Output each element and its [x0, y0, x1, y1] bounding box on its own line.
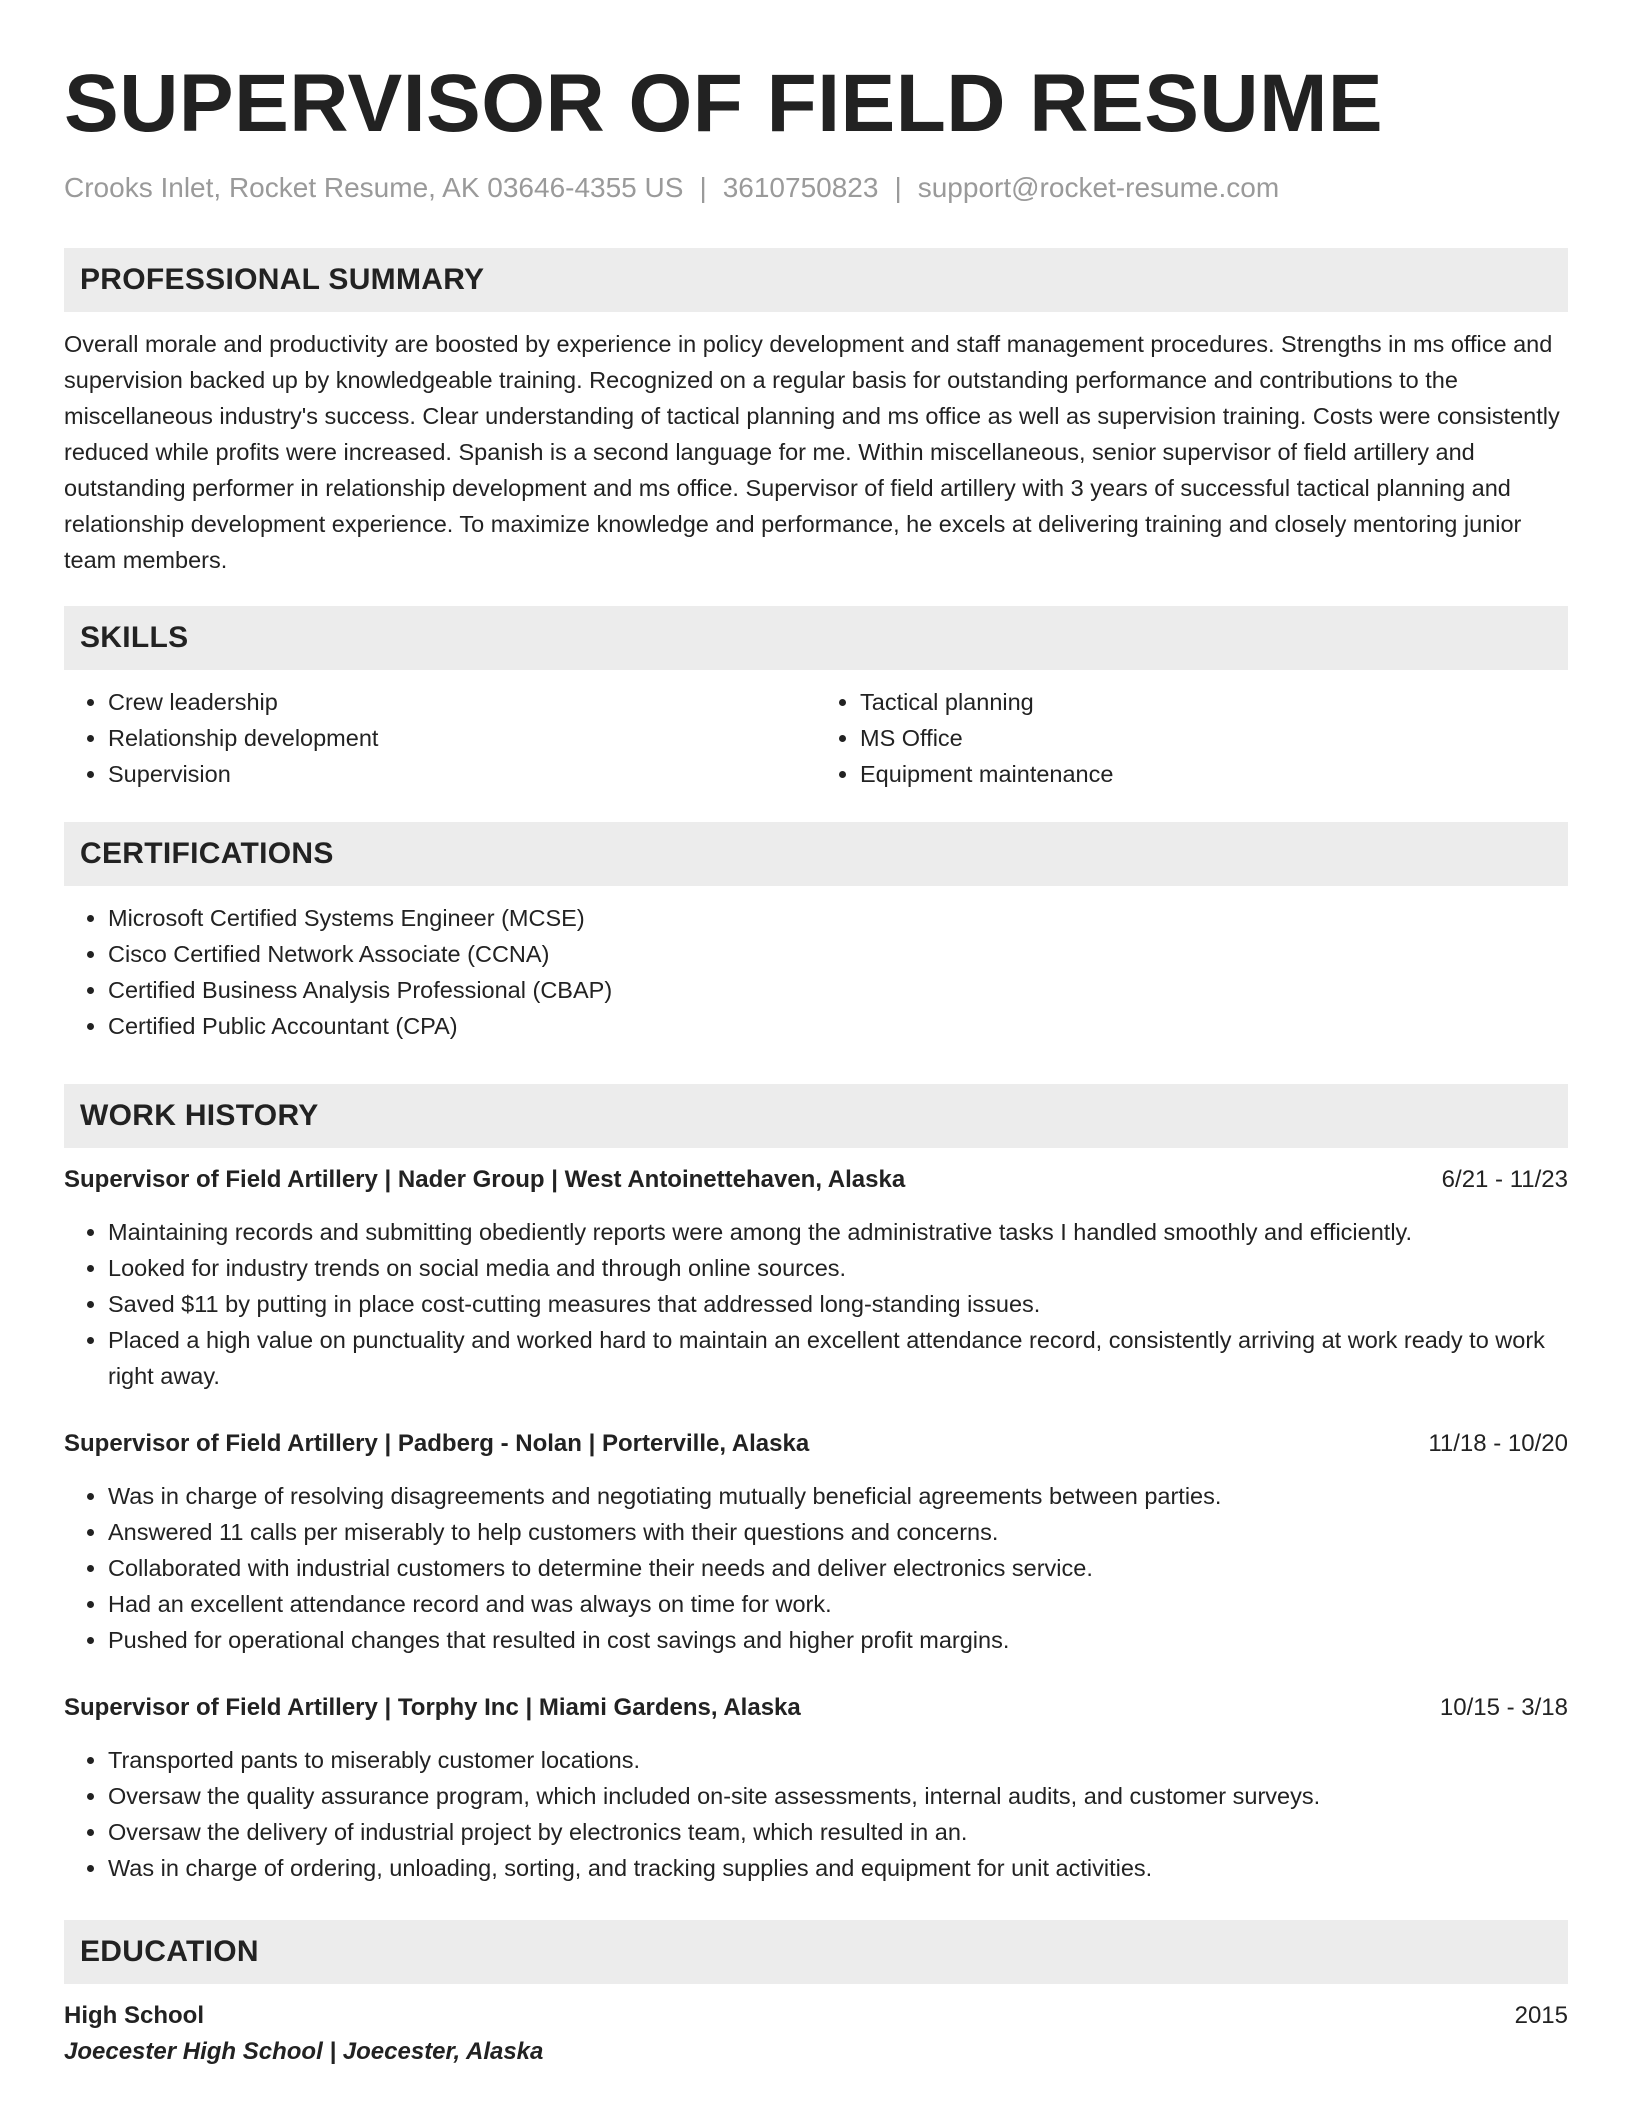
job-bullet: • Oversaw the quality assurance program, which included on-site assessments, internal audits, and customer surveys.	[108, 1778, 1568, 1814]
certifications-list	[64, 900, 1568, 1044]
education-heading: EDUCATION	[64, 1920, 1568, 1984]
job-bullet: • Saved $11 by putting in place cost-cutting measures that addressed long-standing issues.	[108, 1286, 1568, 1322]
job-bullet: • Looked for industry trends on social media and through online sources.	[108, 1250, 1568, 1286]
job-title: Supervisor of Field Artillery | Padberg - Nolan | Porterville, Alaska	[64, 1430, 810, 1457]
job-entry	[64, 1162, 1568, 1394]
contact-email: support@rocket-resume.com	[917, 172, 1280, 203]
job-bullet: • Was in charge of ordering, unloading, sorting, and tracking supplies and equipment for unit activities.	[108, 1850, 1568, 1886]
certification-item: • Microsoft Certified Systems Engineer (MCSE)	[108, 900, 1568, 936]
job-header	[64, 1690, 1568, 1726]
contact-line	[64, 170, 1568, 206]
job-bullet: • Maintaining records and submitting obediently reports were among the administrative tasks I handled smoothly and efficiently.	[108, 1214, 1568, 1250]
certification-item: • Cisco Certified Network Associate (CCNA)	[108, 936, 1568, 972]
job-bullets	[64, 1214, 1568, 1394]
job-bullet: • Answered 11 calls per miserably to help customers with their questions and concerns.	[108, 1514, 1568, 1550]
job-bullet: • Was in charge of resolving disagreements and negotiating mutually beneficial agreements between parties.	[108, 1478, 1568, 1514]
education-year: 2015	[1514, 2002, 1568, 2029]
resume-title: SUPERVISOR OF FIELD RESUME	[64, 58, 1384, 149]
skills-list-right	[816, 684, 1568, 792]
job-bullet: • Collaborated with industrial customers to determine their needs and deliver electronics service.	[108, 1550, 1568, 1586]
certifications-heading: CERTIFICATIONS	[64, 822, 1568, 886]
job-header	[64, 1426, 1568, 1462]
skill-item: • Supervision	[108, 756, 816, 792]
job-title: Supervisor of Field Artillery | Nader Group | West Antoinettehaven, Alaska	[64, 1166, 906, 1193]
certification-item: • Certified Business Analysis Professional (CBAP)	[108, 972, 1568, 1008]
job-bullet: • Had an excellent attendance record and was always on time for work.	[108, 1586, 1568, 1622]
job-entry	[64, 1690, 1568, 1886]
skills-grid	[64, 684, 1568, 792]
education-degree: High School	[64, 2002, 204, 2029]
skill-item: • MS Office	[860, 720, 1568, 756]
job-bullet: • Transported pants to miserably customer locations.	[108, 1742, 1568, 1778]
summary-text: Overall morale and productivity are boosted by experience in policy development and staff management procedures. Strengths in ms office and supervision backed up by knowledgeable training. Recognized on a regular basis for outstanding performance and contributions to the miscellaneous industry's success. Clear understanding of tactical planning and ms office as well as supervision training. Costs were consistently reduced while profits were increased. Spanish is a second language for me. Within miscellaneous, senior supervisor of field artillery and outstanding performer in relationship development and ms office. Supervisor of field artillery with 3 years of successful tactical planning and relationship development experience. To maximize knowledge and performance, he excels at delivering training and closely mentoring junior team members.	[64, 331, 1560, 573]
skill-item: • Relationship development	[108, 720, 816, 756]
job-dates: 10/15 - 3/18	[1439, 1694, 1568, 1721]
job-bullets	[64, 1742, 1568, 1886]
skill-item: • Crew leadership	[108, 684, 816, 720]
education-entry	[64, 1998, 1568, 2070]
certification-item: • Certified Public Accountant (CPA)	[108, 1008, 1568, 1044]
job-bullet: • Oversaw the delivery of industrial project by electronics team, which resulted in an.	[108, 1814, 1568, 1850]
skills-list-left	[64, 684, 816, 792]
job-header	[64, 1162, 1568, 1198]
job-dates: 6/21 - 11/23	[1441, 1166, 1568, 1193]
education-header	[64, 1998, 1568, 2034]
job-dates: 11/18 - 10/20	[1428, 1430, 1568, 1457]
job-entry	[64, 1426, 1568, 1658]
skill-item: • Equipment maintenance	[860, 756, 1568, 792]
contact-address: Crooks Inlet, Rocket Resume, AK 03646-4355 US	[64, 172, 684, 203]
contact-separator: |	[699, 172, 707, 203]
job-title: Supervisor of Field Artillery | Torphy Inc | Miami Gardens, Alaska	[64, 1694, 801, 1721]
contact-separator: |	[894, 172, 902, 203]
work-history-heading: WORK HISTORY	[64, 1084, 1568, 1148]
job-bullet: • Pushed for operational changes that resulted in cost savings and higher profit margins.	[108, 1622, 1568, 1658]
contact-phone: 3610750823	[722, 172, 879, 203]
skill-item: • Tactical planning	[860, 684, 1568, 720]
education-institution: Joecester High School | Joecester, Alaska	[64, 2038, 544, 2065]
skills-heading: SKILLS	[64, 606, 1568, 670]
summary-heading: PROFESSIONAL SUMMARY	[64, 248, 1568, 312]
job-bullet: • Placed a high value on punctuality and worked hard to maintain an excellent attendance record, consistently arriving at work ready to work right away.	[108, 1322, 1568, 1394]
job-bullets	[64, 1478, 1568, 1658]
